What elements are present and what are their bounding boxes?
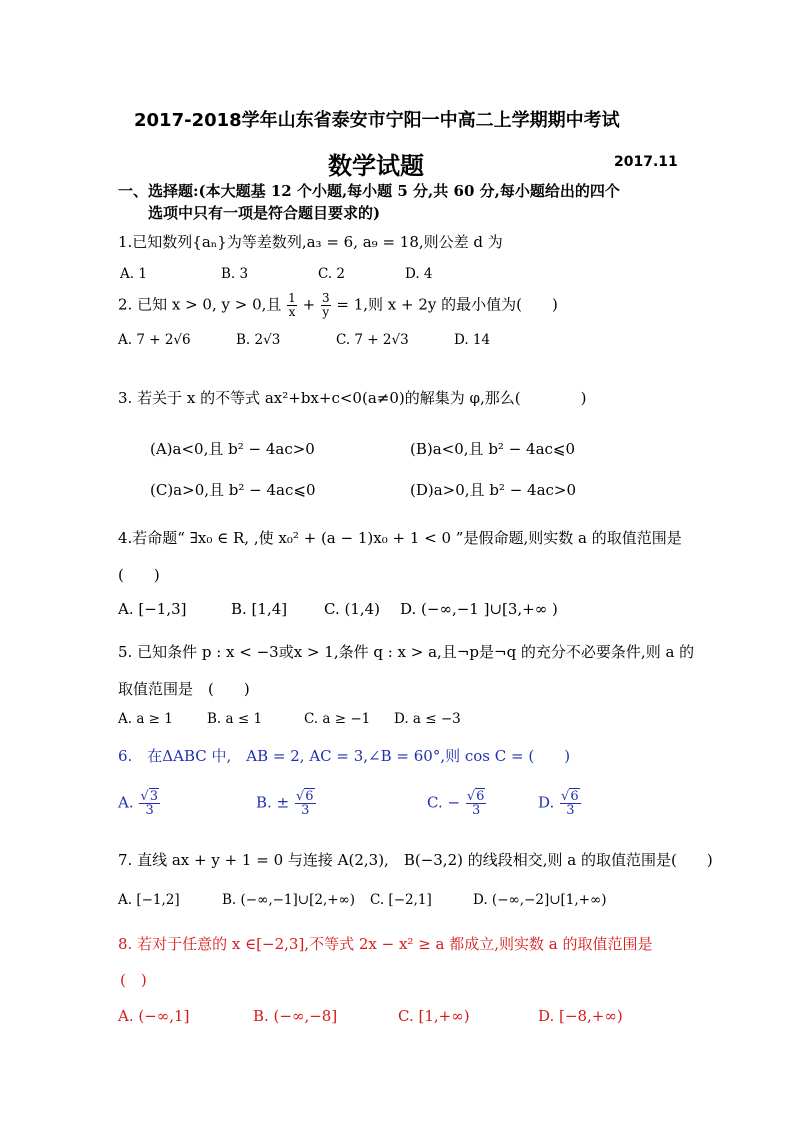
option-label: A.: [118, 793, 134, 812]
question-4-stem: 4.若命题“ ∃x₀ ∈ R, ,使 x₀² + (a − 1)x₀ + 1 < 0 ”是假命题,则实数 a 的取值范围是: [118, 529, 682, 547]
fraction-denominator: 3: [301, 803, 310, 818]
sqrt-fraction: [139, 790, 160, 817]
sqrt-fraction: [560, 790, 581, 817]
question-6-option-c: [427, 790, 487, 817]
option-sign: ±: [276, 793, 290, 812]
radicand: 6: [476, 789, 485, 804]
question-2-option-b: B. 2√3: [236, 332, 281, 348]
question-2-stem-b: = 1,则 x + 2y 的最小值为( ): [336, 295, 558, 314]
question-2-option-c: C. 7 + 2√3: [336, 332, 409, 348]
question-2-fraction-1-numerator: 1: [288, 291, 296, 305]
question-4-option-d: D. (−∞,−1 ]∪[3,+∞ ): [400, 600, 558, 618]
question-2-plus: +: [302, 295, 316, 314]
sqrt-fraction: [466, 790, 487, 817]
question-2-stem-a: 2. 已知 x > 0, y > 0,且: [118, 295, 282, 314]
question-5-option-b: B. a ≤ 1: [207, 711, 263, 727]
fraction-numerator: √6: [466, 789, 485, 804]
question-7-option-a: A. [−1,2]: [118, 892, 180, 908]
question-2-fraction-1-denominator: x: [288, 305, 296, 319]
question-6-option-d: [538, 790, 582, 817]
question-8-option-d: D. [−8,+∞): [538, 1007, 623, 1025]
question-2-fraction-2-numerator: 3: [321, 291, 330, 305]
fraction-numerator: √6: [295, 789, 314, 804]
fraction-numerator: √3: [140, 789, 158, 804]
question-2-option-a: A. 7 + 2√6: [118, 332, 191, 348]
section-heading-line1: 一、选择题:(本大题基 12 个小题,每小题 5 分,共 60 分,每小题给出的四个: [118, 182, 620, 200]
question-8-option-b: B. (−∞,−8]: [253, 1007, 338, 1025]
question-3-stem: 3. 若关于 x 的不等式 ax²+bx+c<0(a≠0)的解集为 φ,那么( ): [118, 389, 587, 407]
question-2-fraction-2: [321, 292, 331, 319]
fraction-numerator: √6: [561, 789, 579, 804]
question-6-option-a: [118, 790, 161, 817]
question-5-option-a: A. a ≥ 1: [118, 711, 173, 727]
question-2-fraction-2-denominator: y: [322, 305, 330, 319]
option-label: C.: [427, 793, 443, 812]
question-5-stem-2: 取值范围是 ( ): [118, 680, 250, 698]
question-4-option-a: A. [−1,3]: [118, 600, 187, 618]
question-8-paren: ( ): [120, 971, 147, 989]
question-1-option-c: C. 2: [318, 266, 346, 282]
exam-date: 2017.11: [614, 154, 678, 170]
sqrt-fraction: [295, 790, 316, 817]
question-8-stem: 8. 若对于任意的 x ∈[−2,3],不等式 2x − x² ≥ a 都成立,则实数 a 的取值范围是: [118, 935, 653, 953]
question-7-stem: 7. 直线 ax + y + 1 = 0 与连接 A(2,3), B(−3,2) 的线段相交,则 a 的取值范围是( ): [118, 851, 713, 869]
question-1-option-d: D. 4: [405, 266, 433, 282]
option-sign: −: [447, 793, 461, 812]
exam-title: 2017-2018学年山东省泰安市宁阳一中高二上学期期中考试: [134, 110, 620, 131]
fraction-denominator: 3: [472, 803, 481, 818]
fraction-denominator: 3: [145, 803, 154, 818]
question-5-option-c: C. a ≥ −1: [304, 711, 371, 727]
question-4-option-b: B. [1,4]: [231, 600, 288, 618]
question-6-option-b: [256, 790, 317, 817]
radicand: 6: [570, 789, 579, 804]
question-2-option-d: D. 14: [454, 332, 491, 348]
question-3-option-b: (B)a<0,且 b² − 4ac⩽0: [410, 440, 576, 458]
fraction-denominator: 3: [566, 803, 575, 818]
question-6-stem: 6. 在ΔABC 中, AB = 2, AC = 3,∠B = 60°,则 cos C = ( ): [118, 747, 571, 765]
question-2-fraction-1: [287, 292, 297, 319]
question-1-option-b: B. 3: [221, 266, 249, 282]
question-3-option-a: (A)a<0,且 b² − 4ac>0: [150, 440, 315, 458]
question-1-stem: 1.已知数列{aₙ}为等差数列,a₃ = 6, a₉ = 18,则公差 d 为: [118, 233, 503, 251]
question-3-option-d: (D)a>0,且 b² − 4ac>0: [410, 481, 577, 499]
question-7-option-c: C. [−2,1]: [370, 892, 432, 908]
question-8-option-a: A. (−∞,1]: [118, 1007, 190, 1025]
exam-subtitle: 数学试题: [328, 152, 424, 180]
radicand: 3: [149, 789, 158, 804]
question-2-stem: [118, 292, 558, 319]
question-5-option-d: D. a ≤ −3: [394, 711, 461, 727]
question-4-paren: ( ): [118, 566, 160, 584]
question-1-option-a: A. 1: [120, 266, 147, 282]
question-5-stem: 5. 已知条件 p : x < −3或x > 1,条件 q : x > a,且¬p是¬q 的充分不必要条件,则 a 的: [118, 643, 695, 661]
question-7-option-d: D. (−∞,−2]∪[1,+∞): [473, 892, 607, 908]
question-7-option-b: B. (−∞,−1]∪[2,+∞): [222, 892, 356, 908]
section-heading-line2: 选项中只有一项是符合题目要求的): [148, 204, 381, 222]
question-3-option-c: (C)a>0,且 b² − 4ac⩽0: [150, 481, 316, 499]
option-label: B.: [256, 793, 272, 812]
question-4-option-c: C. (1,4): [324, 600, 381, 618]
option-label: D.: [538, 793, 555, 812]
radicand: 6: [305, 789, 314, 804]
question-8-option-c: C. [1,+∞): [398, 1007, 470, 1025]
